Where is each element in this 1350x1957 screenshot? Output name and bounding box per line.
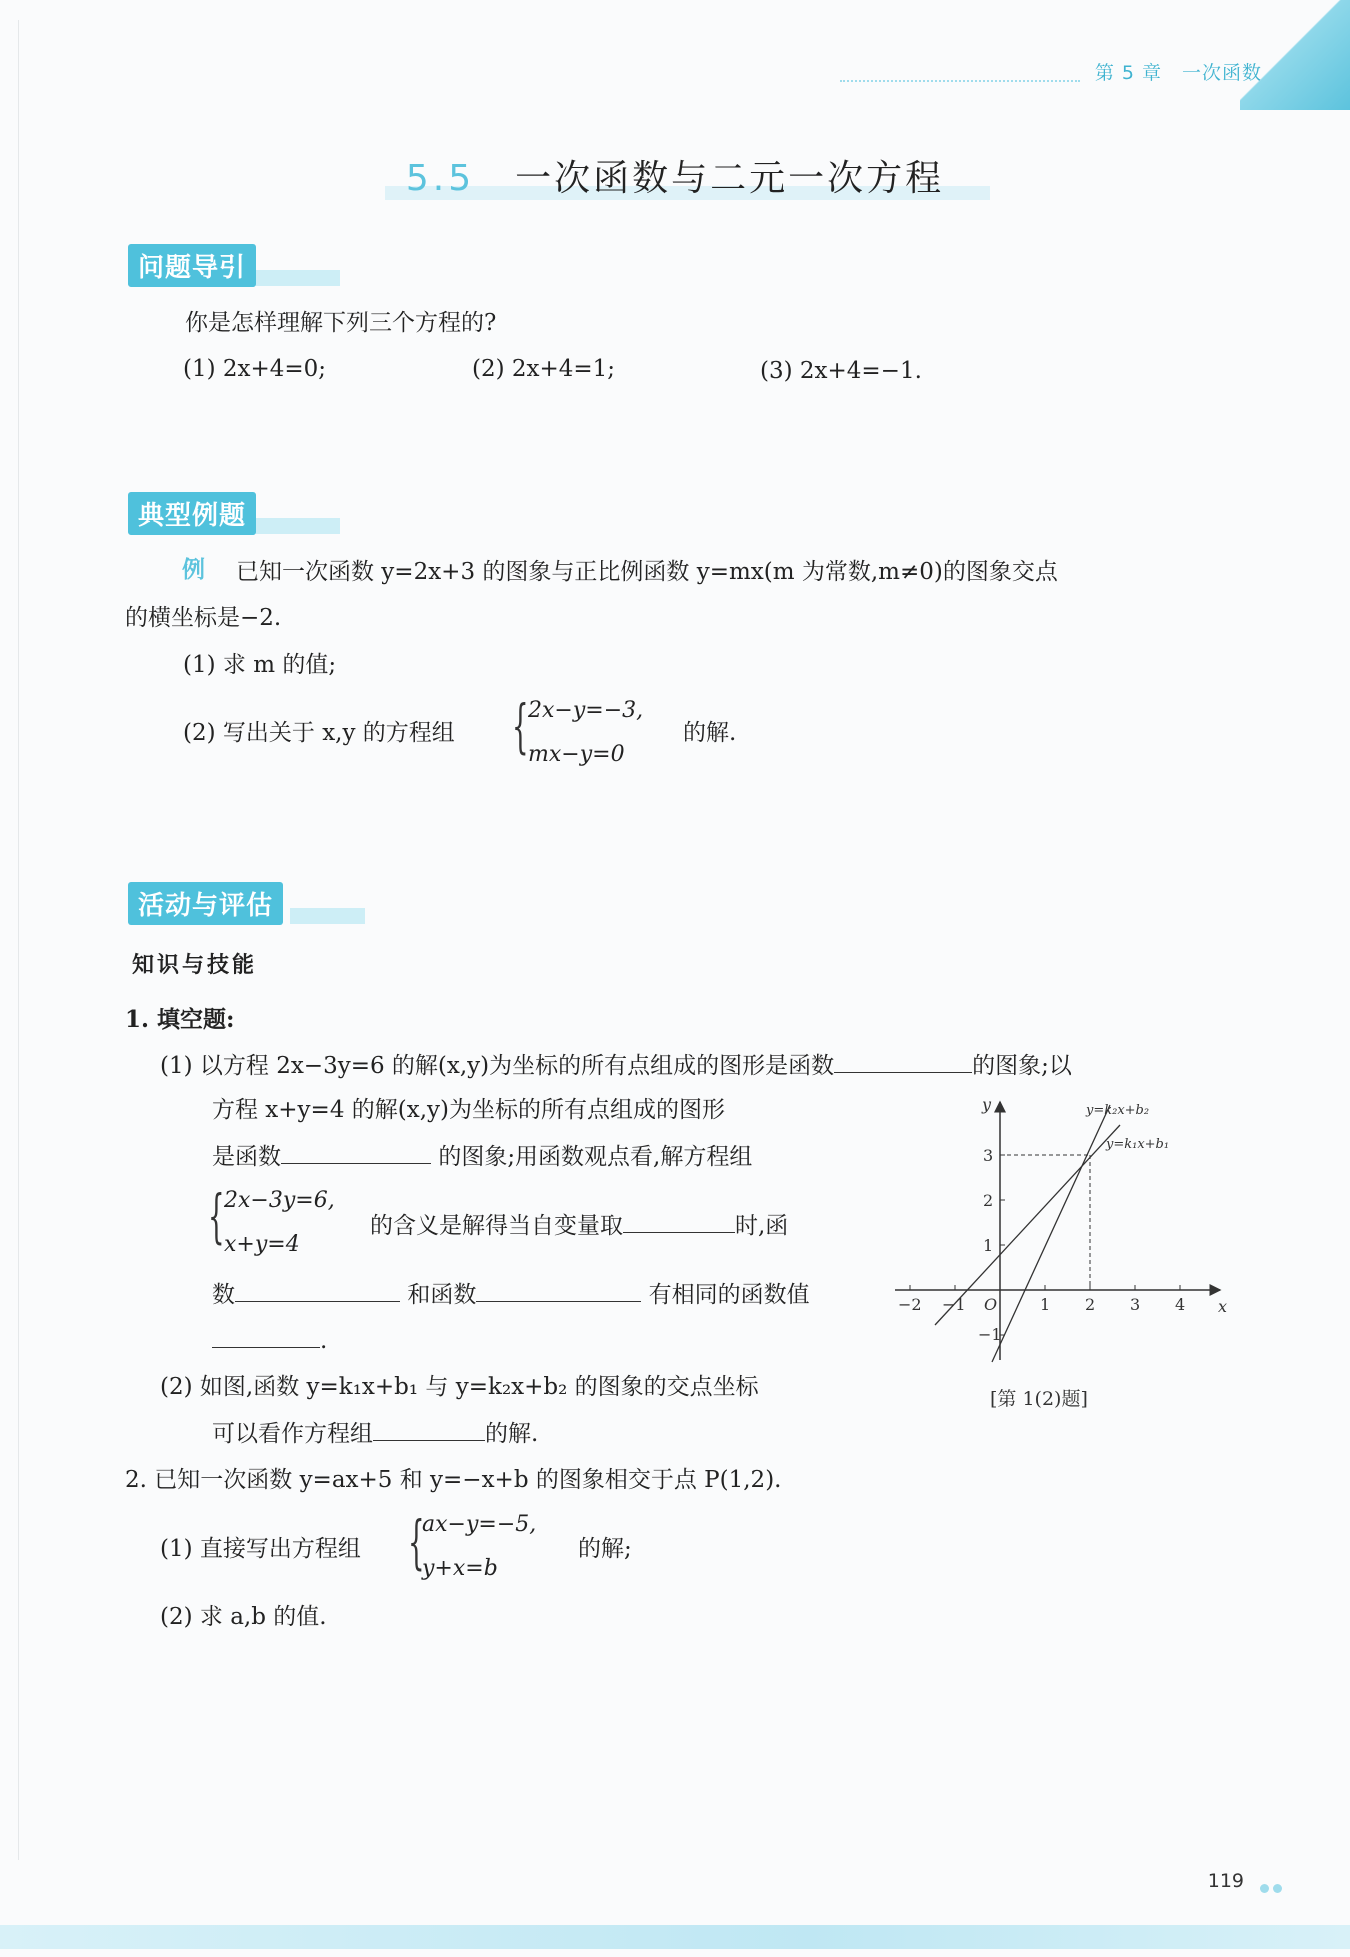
p2-2: (2) 求 a,b 的值.	[160, 1604, 327, 1630]
p1-1-line-c-post: 的图象;用函数观点看,解方程组	[438, 1144, 753, 1170]
guide-question: 你是怎样理解下列三个方程的?	[185, 310, 497, 336]
x-tick-label: 3	[1130, 1295, 1141, 1314]
badge-tail	[290, 908, 365, 924]
p1-2-line-b-pre: 可以看作方程组	[212, 1421, 373, 1447]
guide-badge: 问题导引	[128, 244, 256, 287]
p1-2-line-b-post: 的解.	[485, 1421, 539, 1447]
p1-1-line-d-pre: 的含义是解得当自变量取	[370, 1213, 623, 1239]
example-q1: (1) 求 m 的值;	[183, 652, 337, 678]
brace-symbol: {	[208, 1182, 225, 1250]
example-mark: 例	[182, 556, 205, 583]
line-k2-label: y=k₂x+b₂	[1086, 1103, 1150, 1118]
y-axis-label: y	[982, 1095, 992, 1114]
p1-1-line-f	[212, 1325, 327, 1356]
p2-system-eq1: ax−y=−5,	[422, 1512, 537, 1537]
p1-1-line-e-b: 和函数	[407, 1282, 477, 1308]
x-tick-label: 1	[1040, 1295, 1051, 1314]
p1-system-eq1: 2x−3y=6,	[224, 1188, 335, 1213]
y-tick-label: 3	[983, 1146, 994, 1165]
skills-subheading: 知识与技能	[132, 953, 258, 978]
bottom-band	[0, 1925, 1350, 1949]
p1-1-line-f-text: .	[320, 1328, 328, 1354]
badge-tail	[255, 518, 340, 534]
page-dots	[1256, 1878, 1282, 1897]
x-tick-label: −2	[898, 1295, 922, 1314]
y-tick-label: 2	[983, 1191, 994, 1210]
p1-1-line-a	[160, 1050, 1072, 1081]
answer-blank[interactable]	[281, 1141, 431, 1164]
answer-blank[interactable]	[212, 1325, 320, 1348]
guide-eq2: (2) 2x+4=1;	[472, 356, 616, 382]
p2-1-suffix: 的解;	[578, 1536, 632, 1562]
example-system-eq2: mx−y=0	[528, 742, 625, 767]
example-q2-suffix: 的解.	[683, 720, 737, 746]
y-tick-label: 1	[983, 1236, 994, 1255]
figure-caption: [第 1(2)题]	[990, 1388, 1088, 1410]
section-title-text: 一次函数与二元一次方程	[515, 158, 945, 199]
example-line2: 的横坐标是−2.	[125, 605, 282, 631]
x-tick-label: 4	[1175, 1295, 1186, 1314]
example-badge: 典型例题	[128, 492, 256, 535]
p1-system-eq2: x+y=4	[224, 1232, 300, 1257]
y-tick-label: −1	[978, 1325, 1002, 1344]
p1-2-line-a: (2) 如图,函数 y=k₁x+b₁ 与 y=k₂x+b₂ 的图象的交点坐标	[160, 1374, 759, 1400]
p1-1-line-e-c: 有相同的函数值	[648, 1282, 810, 1308]
brace-symbol: {	[512, 692, 529, 760]
example-q2-prefix: (2) 写出关于 x,y 的方程组	[183, 720, 455, 746]
p2-system-eq2: y+x=b	[422, 1556, 498, 1581]
page-number: 119	[1207, 1870, 1244, 1892]
answer-blank[interactable]	[623, 1210, 735, 1233]
p1-1-line-e	[212, 1279, 810, 1310]
answer-blank[interactable]	[235, 1279, 400, 1302]
example-line1: 已知一次函数 y=2x+3 的图象与正比例函数 y=mx(m 为常数,m≠0)的图象交点	[236, 559, 1058, 585]
p1-1-line-d-post: 时,函	[735, 1213, 789, 1239]
p2-1-prefix: (1) 直接写出方程组	[160, 1536, 361, 1562]
chapter-header: 第 5 章 一次函数	[1094, 62, 1262, 84]
corner-decoration	[1240, 0, 1350, 110]
activity-badge: 活动与评估	[128, 882, 283, 925]
answer-blank[interactable]	[834, 1050, 972, 1073]
x-tick-label: −1	[942, 1295, 966, 1314]
answer-blank[interactable]	[476, 1279, 641, 1302]
p1-2-line-b	[212, 1418, 538, 1449]
problem1-title: 1. 填空题:	[125, 1006, 235, 1033]
badge-tail	[255, 270, 340, 286]
example-system-eq1: 2x−y=−3,	[528, 698, 644, 723]
origin-label: O	[984, 1295, 998, 1314]
p1-1-line-c-pre: 是函数	[212, 1144, 281, 1170]
guide-eq3: (3) 2x+4=−1.	[760, 358, 922, 384]
guide-eq1: (1) 2x+4=0;	[183, 356, 327, 382]
section-title	[0, 150, 1350, 201]
p1-1-line-a-tail: 的图象;以	[972, 1053, 1072, 1079]
p1-1-line-e-a: 数	[212, 1282, 235, 1308]
p1-1-line-b: 方程 x+y=4 的解(x,y)为坐标的所有点组成的图形	[212, 1097, 725, 1123]
x-tick-label: 2	[1085, 1295, 1096, 1314]
problem2-title: 2. 已知一次函数 y=ax+5 和 y=−x+b 的图象相交于点 P(1,2).	[125, 1467, 782, 1493]
function-graph	[880, 1090, 1240, 1370]
p1-1-line-c	[212, 1141, 752, 1172]
page-edge	[18, 20, 19, 1860]
p1-1-line-d	[370, 1210, 788, 1241]
x-axis-label: x	[1218, 1297, 1228, 1316]
section-number: 5.5	[405, 158, 476, 199]
brace-symbol: {	[408, 1508, 425, 1576]
answer-blank[interactable]	[373, 1418, 485, 1441]
chapter-divider	[840, 80, 1080, 83]
line-k2	[992, 1105, 1110, 1362]
p1-1-line-a-text: (1) 以方程 2x−3y=6 的解(x,y)为坐标的所有点组成的图形是函数	[160, 1053, 835, 1079]
line-k1-label: y=k₁x+b₁	[1106, 1137, 1170, 1152]
